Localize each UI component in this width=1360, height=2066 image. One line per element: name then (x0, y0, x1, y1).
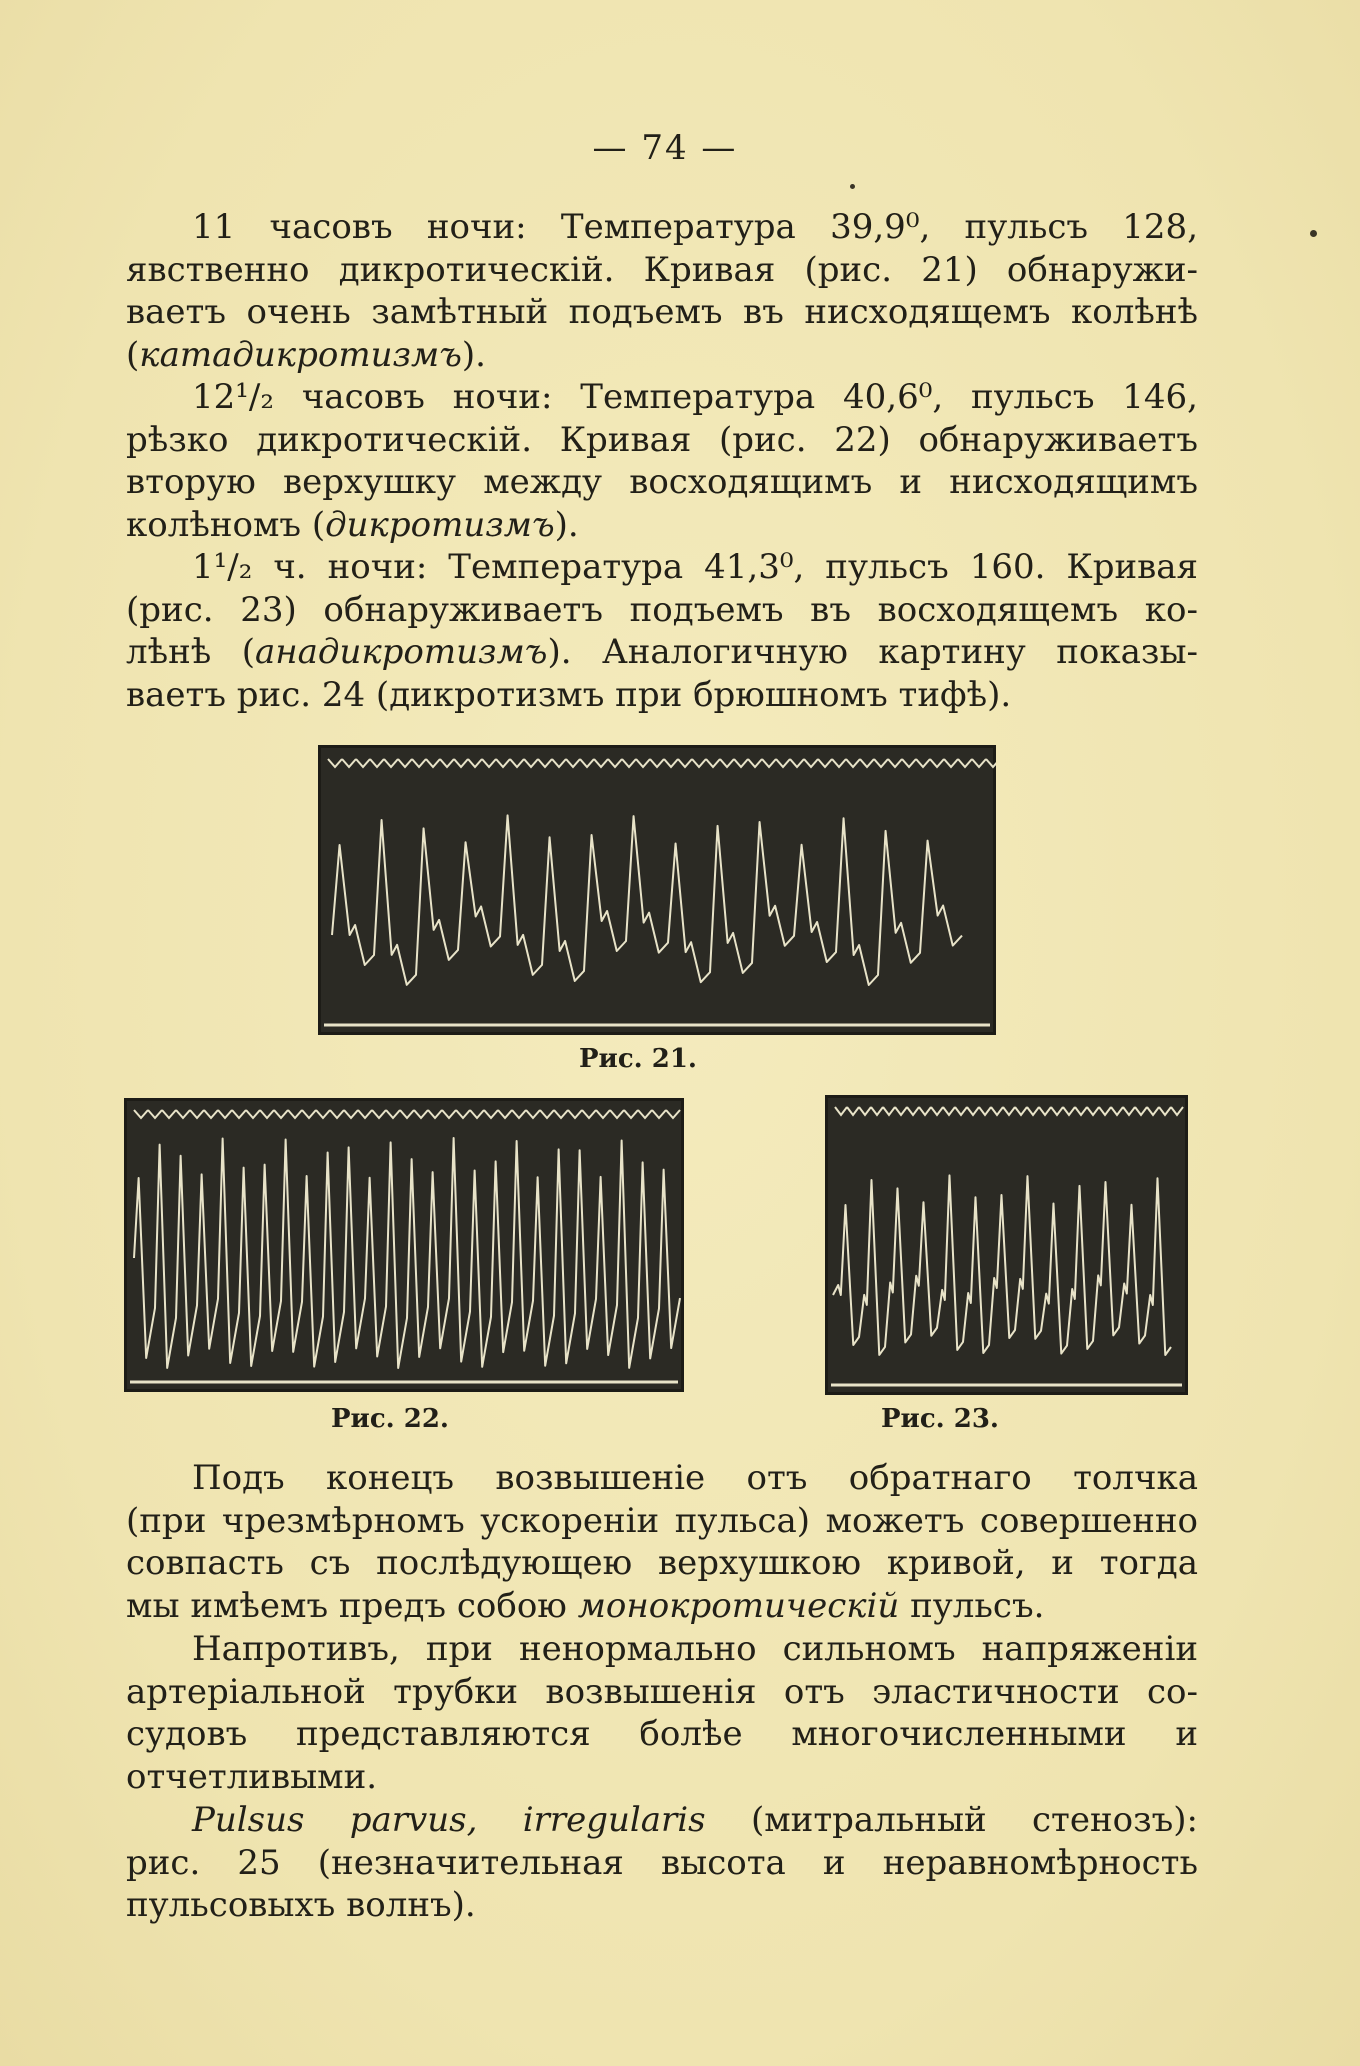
pulse-trace-23 (825, 1095, 1188, 1395)
page-number: — 74 — (592, 128, 738, 168)
timing-marks (328, 759, 996, 767)
text-line: лѣнѣ (анадикротизмъ). Аналогичную картину показы- (126, 632, 1198, 672)
figure-23-pulse-tracing (825, 1095, 1188, 1395)
text-line: рѣзко дикротическій. Кривая (рис. 22) обнаруживаетъ (126, 419, 1198, 460)
timing-marks (835, 1107, 1183, 1115)
pulse-waveform (134, 1138, 680, 1368)
italic-term: монокротическій (577, 1585, 900, 1626)
paragraph-arterial-tension (126, 1628, 1198, 1798)
text-line: ваетъ очень замѣтный подъемъ въ нисходящемъ колѣнѣ (126, 292, 1198, 332)
text-line: Подъ конецъ возвышеніе отъ обратнаго толчка (192, 1458, 1198, 1498)
text-line: совпасть съ послѣдующею верхушкою кривой, и тогда (126, 1543, 1198, 1583)
italic-term: катадикротизмъ (139, 334, 462, 375)
text-line: (катадикротизмъ). (126, 334, 486, 375)
text-line: мы имѣемъ предъ собою монокротическій пульсъ. (126, 1585, 1045, 1626)
text-line: 1¹/₂ ч. ночи: Температура 41,3⁰, пульсъ 160. Кривая (192, 547, 1198, 587)
pulse-waveform (833, 1175, 1171, 1355)
text-line: 11 часовъ ночи: Температура 39,9⁰, пульсъ 128, (192, 207, 1198, 247)
text-line: явственно дикротическій. Кривая (рис. 21) обнаружи- (126, 249, 1198, 290)
paragraph-catadicrotism (126, 206, 1198, 376)
text-line: артеріальной трубки возвышенія отъ эластичности со- (126, 1671, 1198, 1712)
italic-term: Pulsus parvus, irregularis (192, 1800, 706, 1840)
text-line: отчетливыми. (126, 1756, 378, 1797)
paragraph-monocrotic (126, 1457, 1198, 1627)
text-line: судовъ представляются болѣе многочисленными и (126, 1714, 1198, 1754)
figure-22-caption: Рис. 22. (330, 1404, 449, 1434)
text-line: 12¹/₂ часовъ ночи: Температура 40,6⁰, пульсъ 146, (192, 377, 1198, 417)
text-line: колѣномъ (дикротизмъ). (126, 504, 579, 545)
text-line: вторую верхушку между восходящимъ и нисходящимъ (126, 462, 1198, 502)
pulse-trace-22 (124, 1098, 684, 1392)
text-line: (при чрезмѣрномъ ускореніи пульса) можетъ совершенно (126, 1500, 1198, 1541)
text-line: (рис. 23) обнаруживаетъ подъемъ въ восходящемъ ко- (126, 589, 1198, 630)
figure-21-pulse-tracing (318, 745, 996, 1035)
ink-speck (1310, 230, 1317, 237)
text-line: Напротивъ, при ненормально сильномъ напряженіи (192, 1629, 1198, 1669)
figure-23-caption: Рис. 23. (880, 1404, 999, 1434)
figure-21-caption: Рис. 21. (578, 1044, 697, 1074)
paragraph-anadicrotism (126, 546, 1198, 716)
paragraph-pulsus-parvus (126, 1799, 1198, 1927)
pulse-waveform (332, 815, 962, 985)
italic-term: анадикротизмъ (254, 632, 548, 672)
text-line: ваетъ рис. 24 (дикротизмъ при брюшномъ тифѣ). (126, 674, 1012, 715)
paragraph-dicrotism (126, 376, 1198, 546)
text-line: Pulsus parvus, irregularis (митральный стенозъ): (192, 1800, 1199, 1840)
italic-term: дикротизмъ (325, 504, 555, 545)
ink-speck (850, 184, 855, 189)
figure-22-pulse-tracing (124, 1098, 684, 1392)
pulse-trace-21 (318, 745, 996, 1035)
text-line: пульсовыхъ волнъ). (126, 1885, 476, 1925)
text-line: рис. 25 (незначительная высота и неравномѣрность (126, 1842, 1198, 1883)
timing-marks (134, 1110, 680, 1118)
